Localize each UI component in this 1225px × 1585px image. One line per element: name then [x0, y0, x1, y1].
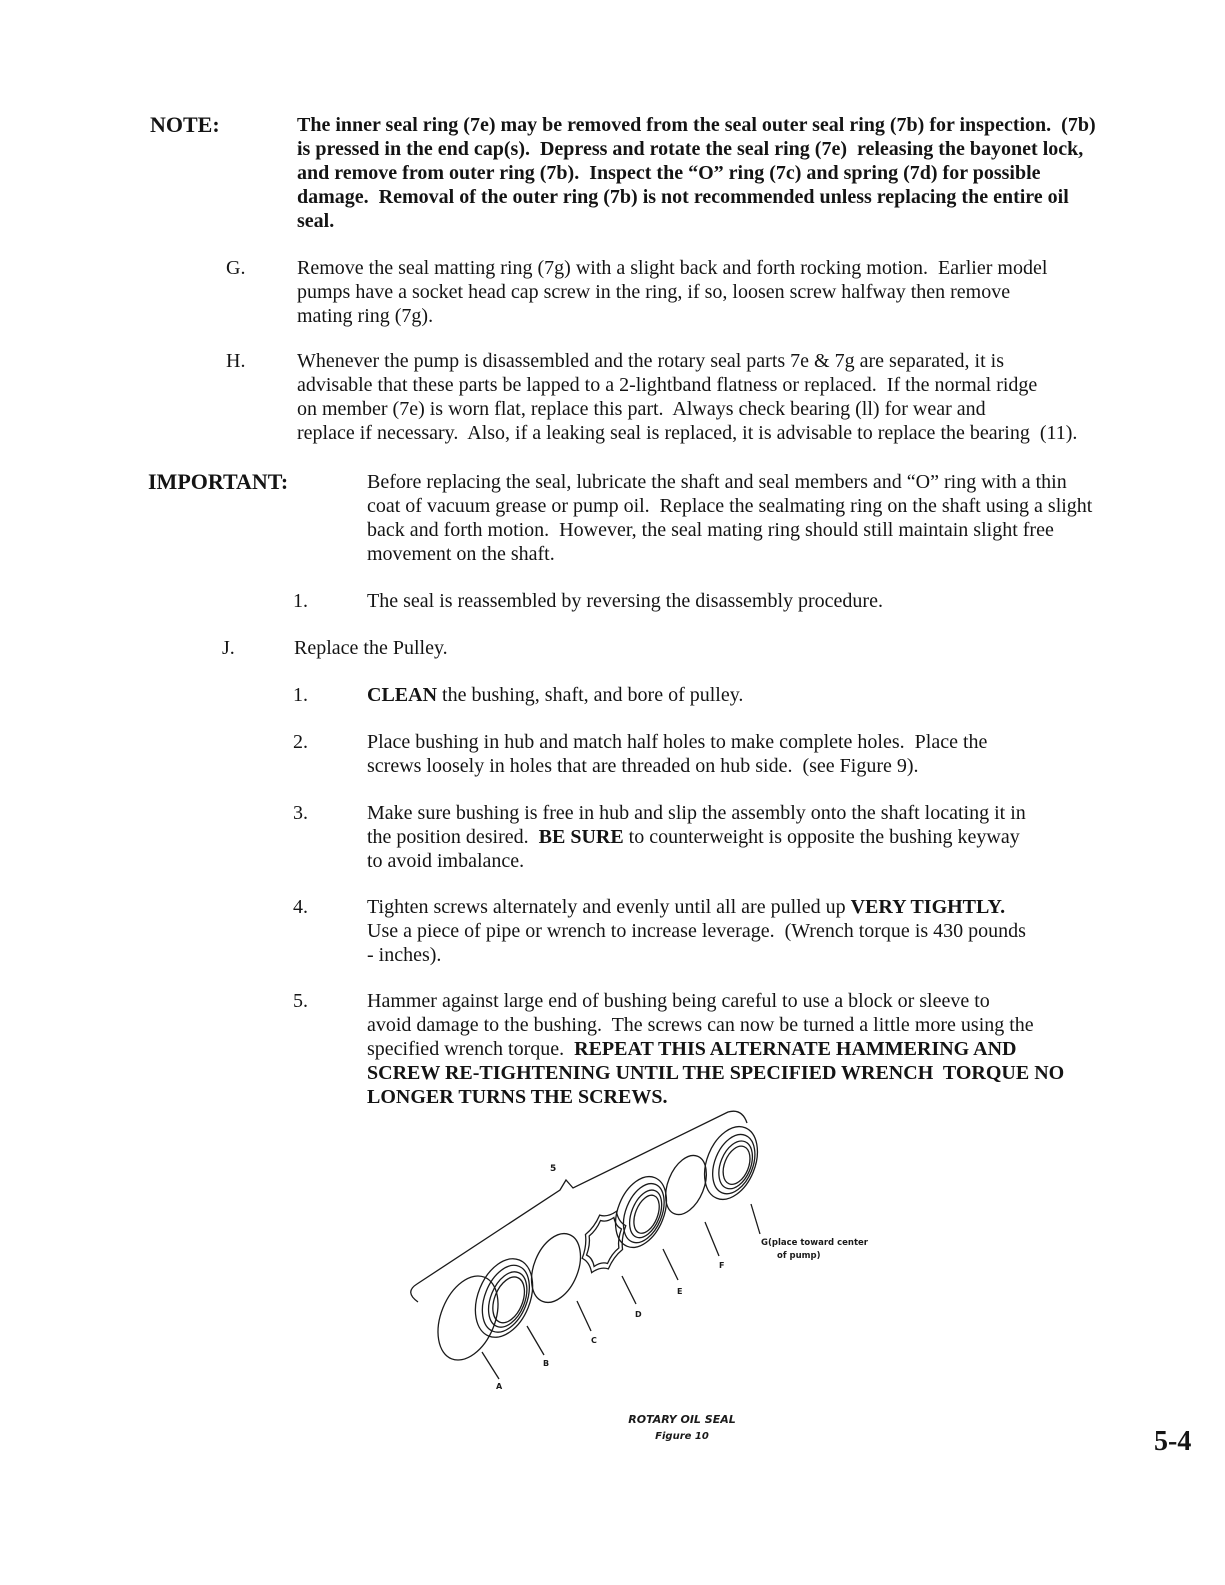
- step-h-line: on member (7e) is worn flat, replace this part. Always check bearing (ll) for wear and: [297, 398, 986, 420]
- step-g-body: [297, 256, 1047, 328]
- pulley-step-number: 3.: [293, 802, 308, 824]
- emphasis-text: REPEAT THIS ALTERNATE HAMMERING AND: [574, 1038, 1017, 1060]
- step-text: to counterweight is opposite the bushing keyway: [623, 826, 1020, 848]
- pulley-step-body: [367, 989, 1064, 1109]
- emphasis-text: BE SURE: [538, 826, 624, 848]
- ring-e: [606, 1169, 676, 1255]
- note-line: damage. Removal of the outer ring (7b) is not recommended unless replacing the entire oil: [297, 186, 1069, 208]
- step-text: the bushing, shaft, and bore of pulley.: [437, 684, 744, 706]
- leader-d: [622, 1276, 636, 1304]
- important-line: Before replacing the seal, lubricate the shaft and seal members and “O” ring with a thin: [367, 471, 1067, 493]
- step-h-label: H.: [226, 350, 246, 372]
- step-text: the position desired.: [367, 826, 539, 848]
- important-line: movement on the shaft.: [367, 543, 555, 565]
- spring-d: [573, 1204, 635, 1280]
- emphasis-text: VERY TIGHTLY.: [850, 896, 1006, 918]
- step-j-text: Replace the Pulley.: [294, 637, 448, 659]
- pulley-step-line: Use a piece of pipe or wrench to increase leverage. (Wrench torque is 430 pounds: [367, 920, 1026, 942]
- pulley-step-line: [367, 1037, 1064, 1061]
- step-g-label: G.: [226, 257, 246, 279]
- seal-reassembly-text: The seal is reassembled by reversing the disassembly procedure.: [367, 590, 883, 612]
- leader-a: [482, 1352, 499, 1379]
- step-h-line: advisable that these parts be lapped to a 2-lightband flatness or replaced. If the normal ridge: [297, 374, 1038, 396]
- pulley-step-line: Make sure bushing is free in hub and slip the assembly onto the shaft locating it in: [367, 802, 1026, 824]
- step-h-line: Whenever the pump is disassembled and the rotary seal parts 7e & 7g are separated, it is: [297, 350, 1004, 372]
- pulley-step-body: [367, 895, 1026, 967]
- note-line: and remove from outer ring (7b). Inspect the “O” ring (7c) and spring (7d) for possible: [297, 162, 1041, 184]
- label-g-line2: of pump): [777, 1251, 821, 1261]
- pulley-step-line: LONGER TURNS THE SCREWS.: [367, 1086, 668, 1108]
- important-body: [367, 470, 1092, 566]
- pulley-step-line: Place bushing in hub and match half holes to make complete holes. Place the: [367, 731, 988, 753]
- note-line: is pressed in the end cap(s). Depress and rotate the seal ring (7e) releasing the bayonet lock,: [297, 138, 1084, 160]
- step-g-line: pumps have a socket head cap screw in the ring, if so, loosen screw halfway then remove: [297, 281, 1011, 303]
- pulley-step-line: SCREW RE-TIGHTENING UNTIL THE SPECIFIED WRENCH TORQUE NO: [367, 1062, 1065, 1084]
- rotary-oil-seal-drawing: [380, 1100, 900, 1400]
- label-a: A: [496, 1382, 503, 1391]
- ring-g: [695, 1119, 768, 1207]
- figure-number: Figure 10: [655, 1431, 709, 1442]
- page-number: 5-4: [1154, 1426, 1192, 1457]
- leader-b: [527, 1326, 544, 1355]
- pulley-step-line: - inches).: [367, 944, 442, 966]
- seal-reassembly-number: 1.: [293, 590, 308, 612]
- figure-caption: ROTARY OIL SEAL: [628, 1413, 736, 1426]
- pulley-step-body: [367, 801, 1026, 873]
- label-c: C: [591, 1336, 597, 1345]
- step-h-line: replace if necessary. Also, if a leaking seal is replaced, it is advisable to replace the bearing (11).: [297, 422, 1078, 444]
- pulley-step-number: 2.: [293, 731, 308, 753]
- note-line: seal.: [297, 210, 335, 232]
- important-line: coat of vacuum grease or pump oil. Replace the sealmating ring on the shaft using a slight: [367, 495, 1093, 517]
- callout-5-label: 5: [550, 1164, 557, 1174]
- step-text: specified wrench torque.: [367, 1038, 575, 1060]
- ring-c: [522, 1226, 590, 1309]
- pulley-step-number: 5.: [293, 990, 308, 1012]
- pulley-step-line: screws loosely in holes that are threaded on hub side. (see Figure 9).: [367, 755, 919, 777]
- pulley-step-body: [367, 730, 987, 778]
- leader-g: [751, 1204, 760, 1234]
- important-label: IMPORTANT:: [148, 469, 289, 494]
- note-body: [297, 113, 1096, 233]
- leader-e: [663, 1249, 678, 1280]
- pulley-step-line: avoid damage to the bushing. The screws can now be turned a little more using the: [367, 1014, 1034, 1036]
- step-g-line: Remove the seal matting ring (7g) with a slight back and forth rocking motion. Earlier model: [297, 257, 1048, 279]
- note-label: NOTE:: [150, 112, 220, 137]
- label-b: B: [543, 1359, 550, 1368]
- label-g-line1: G(place toward center: [761, 1238, 868, 1248]
- pulley-step-line: [367, 895, 1026, 919]
- step-g-line: mating ring (7g).: [297, 305, 434, 327]
- pulley-step-line: Hammer against large end of bushing being careful to use a block or sleeve to: [367, 990, 990, 1012]
- step-j-label: J.: [222, 637, 235, 659]
- pulley-step-body: [367, 683, 743, 707]
- important-line: back and forth motion. However, the seal mating ring should still maintain slight free: [367, 519, 1054, 541]
- step-text: Tighten screws alternately and evenly until all are pulled up: [367, 896, 851, 918]
- pulley-step-number: 4.: [293, 896, 308, 918]
- label-e: E: [677, 1287, 683, 1296]
- label-d: D: [635, 1310, 642, 1319]
- pulley-step-line: to avoid imbalance.: [367, 850, 525, 872]
- pulley-step-line: [367, 683, 743, 707]
- ring-b: [465, 1250, 544, 1346]
- label-f: F: [719, 1261, 725, 1270]
- leader-f: [705, 1222, 719, 1256]
- pulley-step-line: [367, 825, 1026, 849]
- ring-a: [426, 1267, 509, 1369]
- pulley-step-number: 1.: [293, 684, 308, 706]
- note-line: The inner seal ring (7e) may be removed from the seal outer seal ring (7b) for inspection. (7b): [297, 114, 1096, 136]
- callout-bracket: [411, 1111, 747, 1302]
- emphasis-text: CLEAN: [367, 684, 438, 706]
- leader-c: [577, 1301, 591, 1331]
- step-h-body: [297, 349, 1077, 445]
